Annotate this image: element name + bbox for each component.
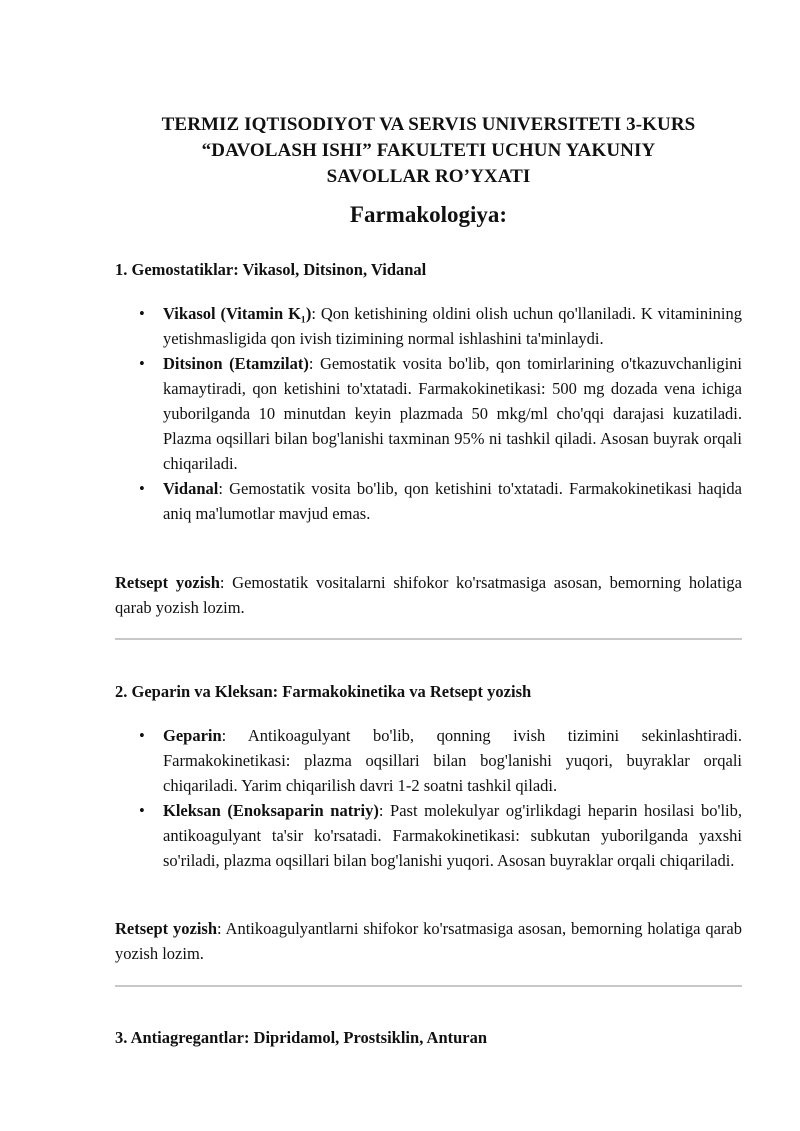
bullet-icon: • bbox=[139, 801, 145, 820]
item-term: Ditsinon (Etamzilat) bbox=[163, 354, 309, 373]
section-1-heading: 1. Gemostatiklar: Vikasol, Ditsinon, Vidanal bbox=[115, 260, 427, 279]
list-item bbox=[115, 301, 742, 351]
item-text: : Antikoagulyant bo'lib, qonning ivish tizimini sekinlashtiradi. Farmakokinetikasi: plazma oqsillari bilan bog'lanishi yuqori, buyraklar orqali chiqariladi. Yarim chiqarilish davri 1-2 soatni tashkil qiladi. bbox=[163, 726, 742, 795]
section-2-recipe bbox=[115, 916, 742, 966]
item-text: : Gemostatik vosita bo'lib, qon tomirlarining o'tkazuvchanligini kamaytiradi, qon ketishini to'xtatadi. Farmakokinetikasi: 500 mg dozada vena ichiga yuborilganda 10 minutdan keyin plazmada 50 mkg/ml cho'qqi darajasi kuzatiladi. Plazma oqsillari bilan bog'lanishi taxminan 95% ni tashkil qiladi. Asosan buyrak orqali chiqariladi. bbox=[163, 354, 743, 473]
item-term: Vidanal bbox=[163, 479, 219, 498]
recipe-term: Retsept yozish bbox=[115, 573, 220, 592]
item-text: : Gemostatik vosita bo'lib, qon ketishini to'xtatadi. Farmakokinetikasi haqida aniq ma'lumotlar mavjud emas. bbox=[163, 479, 742, 523]
recipe-term: Retsept yozish bbox=[115, 919, 218, 938]
list-item bbox=[115, 476, 742, 526]
section-2 bbox=[115, 680, 742, 873]
item-term: Vikasol (Vitamin K₁) bbox=[163, 304, 312, 323]
section-2-list bbox=[115, 723, 742, 873]
recipe-text: : Antikoagulyantlarni shifokor ko'rsatmasiga asosan, bemorning holatiga qarab yozish lozim. bbox=[115, 919, 742, 963]
section-2-heading: 2. Geparin va Kleksan: Farmakokinetika va Retsept yozish bbox=[115, 682, 532, 701]
title-line-1: TERMIZ IQTISODIYOT VA SERVIS UNIVERSITETI 3-KURS bbox=[161, 114, 696, 135]
title-line-2: “DAVOLASH ISHI” FAKULTETI UCHUN YAKUNIY bbox=[201, 140, 656, 161]
subject-heading: Farmakologiya: bbox=[349, 202, 508, 227]
section-1-list bbox=[115, 301, 742, 526]
section-divider bbox=[115, 638, 742, 640]
list-item bbox=[115, 351, 742, 476]
item-text: : Past molekulyar og'irlikdagi heparin hosilasi bo'lib, antikoagulyant ta'sir ko'rsatadi. Farmakokinetikasi: subkutan yuborilganda yaxshi so'riladi, plazma oqsillari bilan bog'lanishi yuqori. Asosan buyraklar orqali chiqariladi. bbox=[163, 801, 742, 870]
item-term: Kleksan (Enoksaparin natriy) bbox=[163, 801, 379, 820]
item-term: Geparin bbox=[163, 726, 222, 745]
list-item bbox=[115, 723, 742, 798]
section-1 bbox=[115, 258, 742, 526]
bullet-icon: • bbox=[139, 479, 145, 498]
bullet-icon: • bbox=[139, 354, 145, 373]
recipe-text: : Gemostatik vositalarni shifokor ko'rsatmasiga asosan, bemorning holatiga qarab yozish lozim. bbox=[115, 573, 742, 617]
section-divider bbox=[115, 985, 742, 987]
document-title bbox=[115, 112, 742, 190]
bullet-icon: • bbox=[139, 304, 145, 323]
section-1-recipe bbox=[115, 570, 742, 620]
section-3-heading: 3. Antiagregantlar: Dipridamol, Prostsiklin, Anturan bbox=[115, 1028, 488, 1047]
list-item bbox=[115, 798, 742, 873]
bullet-icon: • bbox=[139, 726, 145, 745]
item-text: : Qon ketishining oldini olish uchun qo'llaniladi. K vitaminining yetishmasligida qon ivish tizimining normal ishlashini ta'minlaydi. bbox=[163, 304, 742, 348]
title-line-3: SAVOLLAR RO’YXATI bbox=[326, 166, 531, 187]
